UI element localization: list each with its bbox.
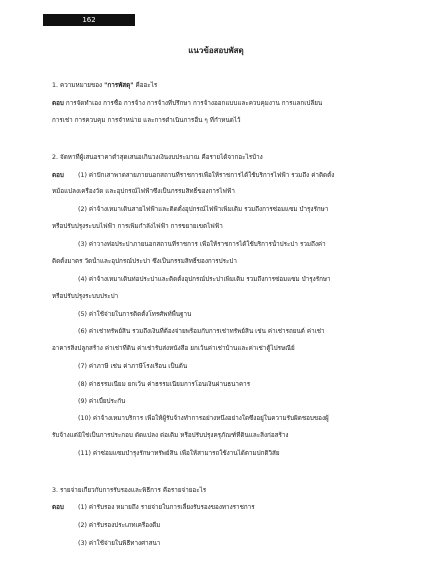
answer-2-item-11: (11) ค่าซ่อมแซมบำรุงรักษาทรัพย์สิน เพื่อให้สามารถใช้งานได้ตามปกติวิสัย — [78, 450, 280, 457]
answer-2-item-4-line-1: (4) ค่าจ้างเหมาเดินท่อประปาและติดตั้งอุปกรณ์ประปาเพิ่มเติม รวมถึงการซ่อมแซม บำรุงรักษา — [78, 276, 331, 283]
question-2: 2. จัดหาที่ผู้เสนอราคาต่ำสุดเสนอเกินวงเงินงบประมาณ คือรายได้จากอะไรบ้าง — [52, 154, 263, 161]
answer-label: ตอบ — [52, 100, 64, 107]
answer-2-item-2-line-2: หรือปรับปรุงระบบไฟฟ้า การเพิ่มกำลังไฟฟ้า การขยายเขตไฟฟ้า — [52, 223, 223, 230]
answer-2-item-8: (8) ค่าธรรมเนียม ยกเว้น ค่าธรรมเนียมการโอนเงินผ่านธนาคาร — [78, 381, 251, 388]
page-title: แนวข้อสอบพัสดุ — [188, 46, 244, 55]
answer-2-item-9: (9) ค่าเบี้ยประกัน — [78, 398, 126, 405]
question-1-suffix: คืออะไร — [133, 82, 158, 89]
answer-label: ตอบ — [52, 504, 64, 511]
answer-2-item-10-line-1: (10) ค่าจ้างเหมาบริการ เพื่อให้ผู้รับจ้างทำการอย่างหนึ่งอย่างใดซึ่งอยู่ในความรับผิดชอบของผู้ — [78, 415, 329, 422]
answer-1-text: การจัดทำเอง การซื้อ การจ้าง การจ้างที่ปรึกษา การจ้างออกแบบและควบคุมงาน การแลกเปลี่ยน — [63, 100, 323, 107]
answer-2-label — [52, 171, 64, 180]
answer-3-item-1: (1) ค่ารับรอง หมายถึง รายจ่ายในการเลี้ยงรับรองของทางราชการ — [78, 504, 255, 511]
answer-2-item-7: (7) ค่าภาษี เช่น ค่าภาษีโรงเรือน เป็นต้น — [78, 363, 188, 370]
answer-2-item-5: (5) ค่าใช้จ่ายในการติดตั้งโทรศัพท์พื้นฐาน — [78, 311, 192, 318]
answer-2-item-6-line-2: อาคารสิ่งปลูกสร้าง ค่าเช่าที่ดิน ค่าเช่ารับส่งหนังสือ ยกเว้นค่าเช่าบ้านและค่าเช่าตู้ไปรษณีย์ — [52, 345, 295, 352]
answer-3-item-2: (2) ค่ารับรองประเภทเครื่องดื่ม — [78, 522, 161, 529]
answer-2-item-3-line-1: (3) ค่าวางท่อประปาภายนอกสถานที่ราชการ เพื่อให้ราชการได้ใช้บริการน้ำประปา รวมถึงค่า — [78, 241, 326, 248]
answer-label: ตอบ — [52, 172, 64, 179]
answer-3-item-3: (3) ค่าใช้จ่ายในพิธีทางศาสนา — [78, 540, 161, 547]
answer-3-label — [52, 503, 64, 512]
page-number: 162 — [43, 14, 135, 26]
answer-2-item-10-line-2: รับจ้างแต่มิใช่เป็นการประกอบ ดัดแปลง ต่อเติม หรือปรับปรุงครุภัณฑ์ที่ดินและสิ่งก่อสร้าง — [52, 432, 289, 439]
answer-2-item-1-line-2: หม้อแปลงเครื่องวัด และอุปกรณ์ไฟฟ้าซึ่งเป็นกรรมสิทธิ์ของการไฟฟ้า — [52, 188, 235, 195]
answer-2-item-2-line-1: (2) ค่าจ้างเหมาเดินสายไฟฟ้าและติดตั้งอุปกรณ์ไฟฟ้าเพิ่มเติม รวมถึงการซ่อมแซม บำรุงรักษา — [78, 206, 329, 213]
answer-1-line-1 — [52, 99, 322, 108]
question-1-prefix: 1. ความหมายของ — [52, 82, 105, 89]
question-1-term: "การพัสดุ" — [104, 82, 134, 89]
answer-2-item-3-line-2: ติดตั้งมาตร วัดน้ำและอุปกรณ์ประปา ซึ่งเป็นกรรมสิทธิ์ของการประปา — [52, 258, 237, 265]
question-3: 3. รายจ่ายเกี่ยวกับการรับรองและพิธีการ คือรายจ่ายอะไร — [52, 487, 207, 494]
answer-2-item-4-line-2: หรือปรับปรุงระบบประปา — [52, 293, 119, 300]
answer-2-item-1-line-1: (1) ค่าปักเสาพาดสายภายนอกสถานที่ราชการเพื่อให้ราชการได้ใช้บริการไฟฟ้า รวมถึง ค่าติดตั้ง — [78, 172, 335, 179]
answer-1-line-2: การเช่า การควบคุม การจำหน่าย และการดำเนินการอื่น ๆ ที่กำหนดไว้ — [52, 117, 241, 124]
answer-2-item-6-line-1: (6) ค่าเช่าทรัพย์สิน รวมถึงเงินที่ต้องจ่ายพร้อมกับการเช่าทรัพย์สิน เช่น ค่าเช่ารถยนต์ ค่าเช่า — [78, 328, 325, 335]
question-1 — [52, 81, 157, 90]
